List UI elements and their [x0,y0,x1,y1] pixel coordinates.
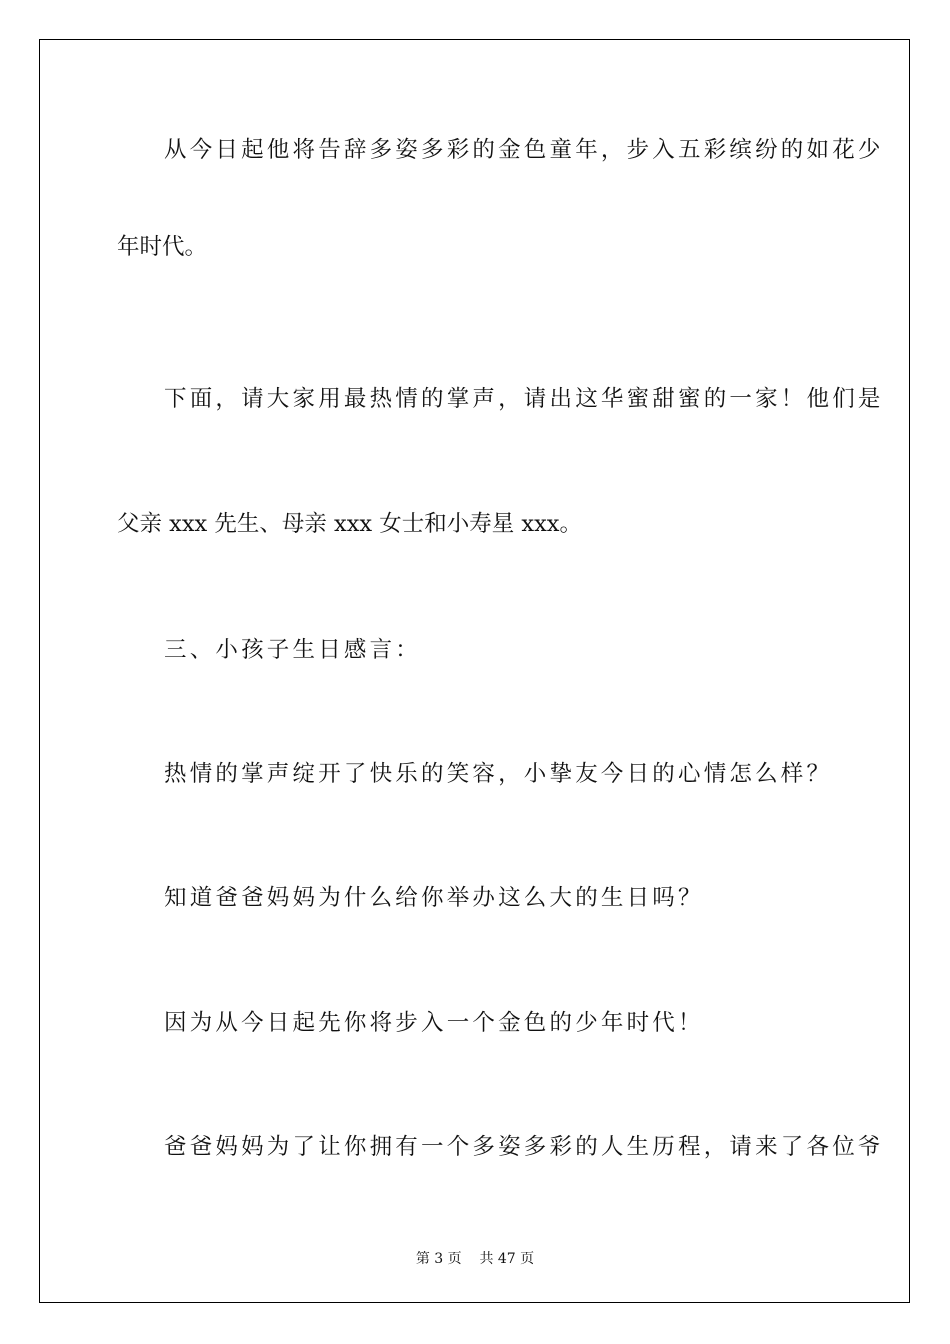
paragraph-2-line-2: 父亲 xxx 先生、母亲 xxx 女士和小寿星 xxx。 [117,511,582,537]
page-number: 第 3 页 [415,1251,462,1267]
paragraph-1-line-1: 从今日起他将告辞多姿多彩的金色童年，步入五彩缤纷的如花少 [164,137,884,163]
paragraph-7-line-1: 爸爸妈妈为了让你拥有一个多姿多彩的人生历程，请来了各位爷 [164,1134,884,1160]
page-border [39,39,910,1303]
paragraph-4: 热情的掌声绽开了快乐的笑容，小挚友今日的心情怎么样？ [164,761,833,787]
paragraph-5: 知道爸爸妈妈为什么给你举办这么大的生日吗？ [164,885,704,911]
section-heading: 三、小孩子生日感言： [164,637,422,663]
paragraph-6: 因为从今日起先你将步入一个金色的少年时代！ [164,1010,704,1036]
page-footer [0,1248,950,1268]
paragraph-2-line-1: 下面，请大家用最热情的掌声，请出这华蜜甜蜜的一家！他们是 [164,386,884,412]
page-total: 共 47 页 [479,1251,535,1267]
paragraph-1-line-2: 年时代。 [117,234,208,260]
